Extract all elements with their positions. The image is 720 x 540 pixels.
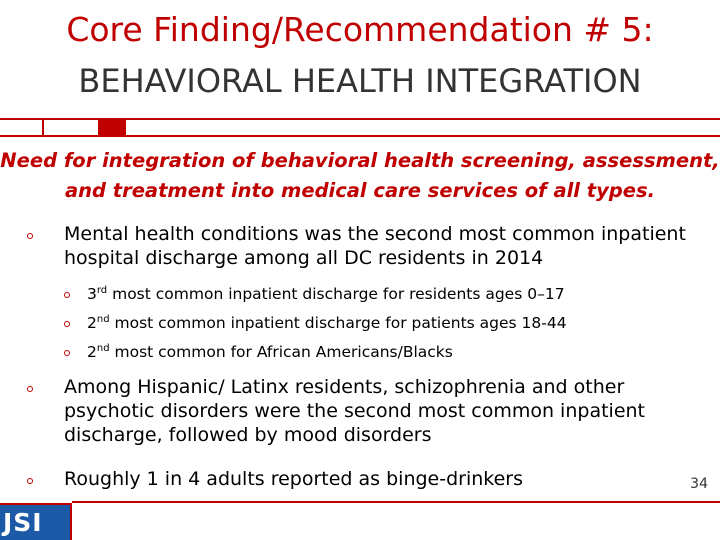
slide-title-line2: BEHAVIORAL HEALTH INTEGRATION <box>78 62 642 100</box>
slide-title-line1: Core Finding/Recommendation # 5: <box>66 10 654 49</box>
title-rule-tab <box>100 118 126 137</box>
sub-bullet-icon <box>64 321 70 327</box>
slide-subtitle: Need for integration of behavioral health screening, assessment, and treatment into medical care services of all types. <box>0 149 720 202</box>
bullet-icon <box>27 386 33 392</box>
title-rule-left <box>0 118 42 137</box>
sub-bullet-text-1: 3rd most common inpatient discharge for residents ages 0–17 <box>87 285 565 303</box>
title-rule-right <box>126 118 720 137</box>
bullet-text-2: Among Hispanic/ Latinx residents, schizophrenia and other psychotic disorders were the second most common inpatient discharge, followed by mood disorders <box>64 376 645 446</box>
jsi-logo <box>0 503 72 540</box>
sub-bullet-text-3: 2nd most common for African Americans/Blacks <box>87 343 453 361</box>
sub-bullet-icon <box>64 292 70 298</box>
bullet-text-1: Mental health conditions was the second most common inpatient hospital discharge among all DC residents in 2014 <box>64 223 686 269</box>
footer-rule <box>72 501 720 503</box>
page-number: 34 <box>690 476 708 492</box>
bullet-text-3: Roughly 1 in 4 adults reported as binge-drinkers <box>64 468 524 490</box>
title-rule-box <box>42 118 100 137</box>
logo-text: JSI <box>3 508 43 537</box>
bullet-icon <box>27 478 33 484</box>
sub-bullet-icon <box>64 350 70 356</box>
bullet-icon <box>27 233 33 239</box>
sub-bullet-text-2: 2nd most common inpatient discharge for patients ages 18-44 <box>87 314 567 332</box>
